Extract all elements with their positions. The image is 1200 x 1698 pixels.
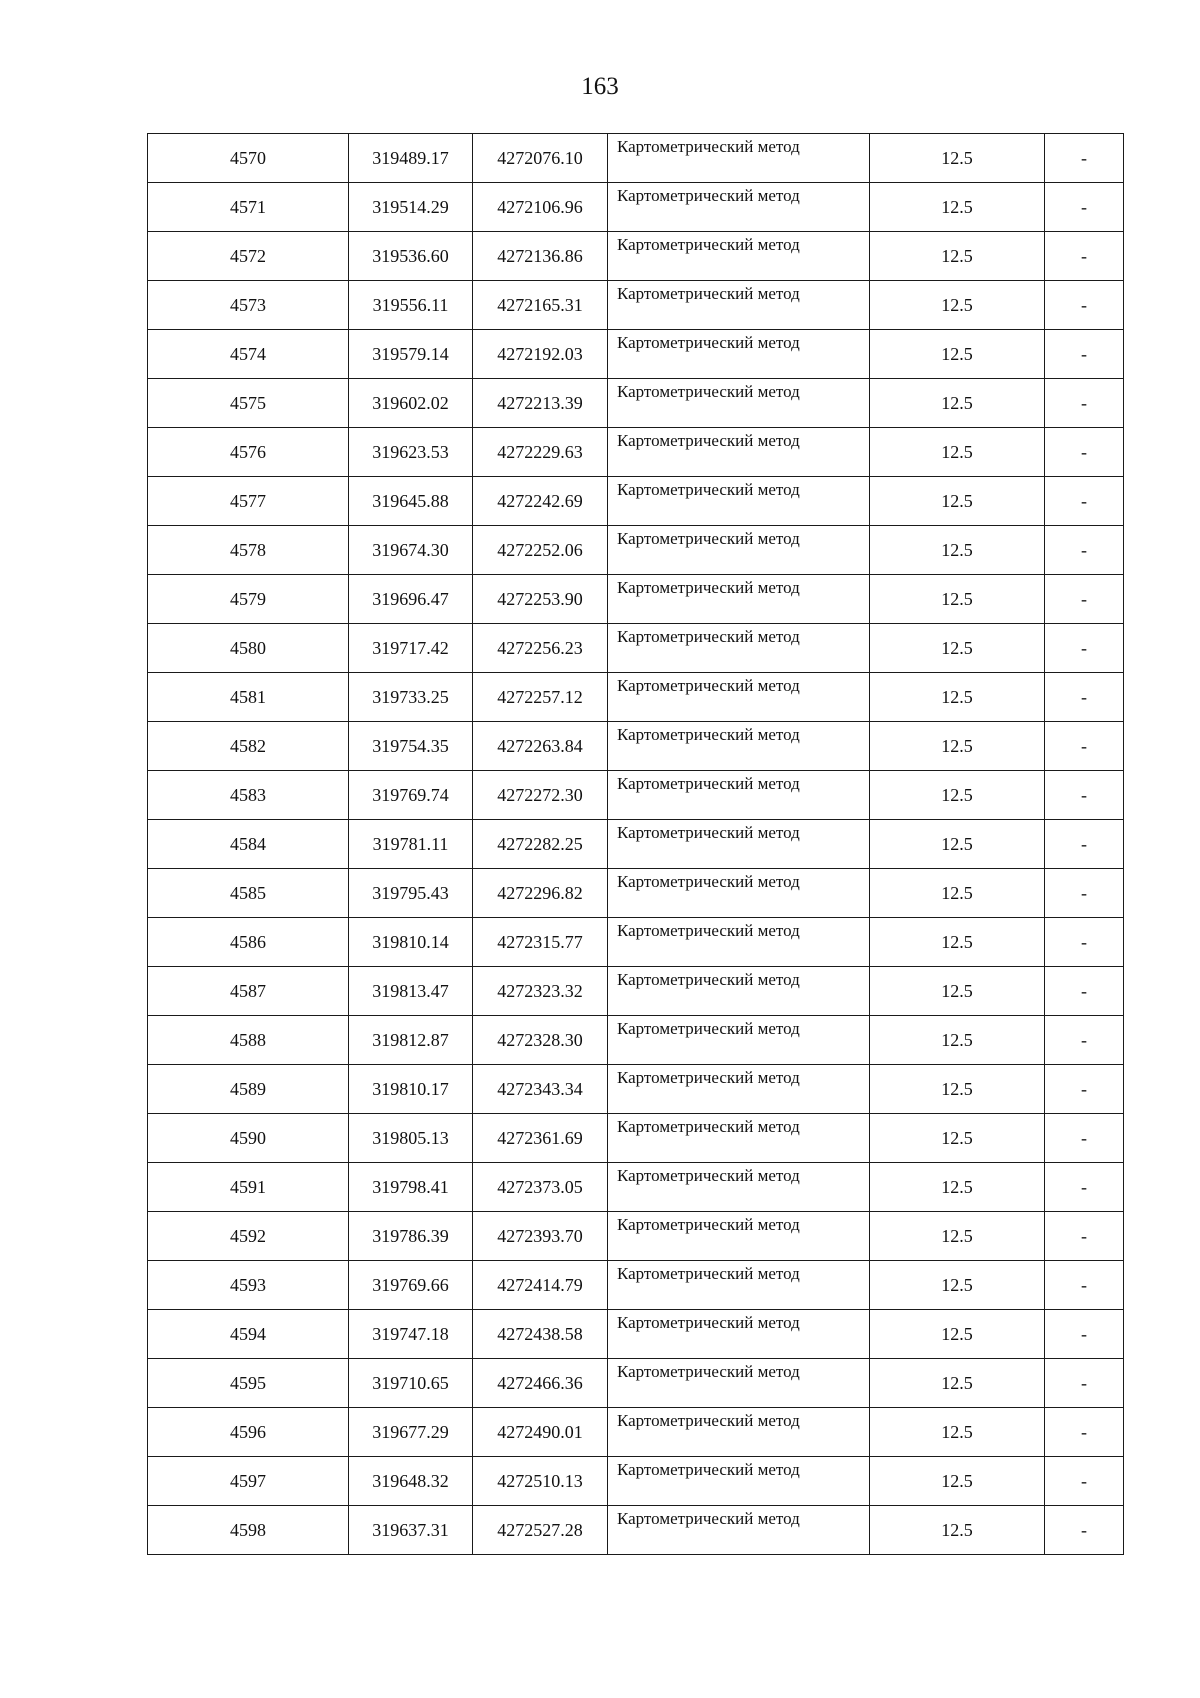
method-cell: Картометрический метод xyxy=(608,820,870,869)
table-row xyxy=(148,1457,1124,1506)
y-coordinate-cell: 4272256.23 xyxy=(473,624,608,673)
note-cell: - xyxy=(1045,624,1124,673)
note-cell: - xyxy=(1045,428,1124,477)
point-number-cell: 4591 xyxy=(148,1163,349,1212)
precision-cell: 12.5 xyxy=(870,1065,1045,1114)
method-cell: Картометрический метод xyxy=(608,918,870,967)
x-coordinate-cell: 319805.13 xyxy=(349,1114,473,1163)
y-coordinate-cell: 4272490.01 xyxy=(473,1408,608,1457)
point-number-cell: 4596 xyxy=(148,1408,349,1457)
precision-cell: 12.5 xyxy=(870,232,1045,281)
note-cell: - xyxy=(1045,526,1124,575)
table-row xyxy=(148,134,1124,183)
point-number-cell: 4581 xyxy=(148,673,349,722)
x-coordinate-cell: 319579.14 xyxy=(349,330,473,379)
y-coordinate-cell: 4272296.82 xyxy=(473,869,608,918)
y-coordinate-cell: 4272242.69 xyxy=(473,477,608,526)
x-coordinate-cell: 319602.02 xyxy=(349,379,473,428)
method-cell: Картометрический метод xyxy=(608,526,870,575)
x-coordinate-cell: 319733.25 xyxy=(349,673,473,722)
point-number-cell: 4587 xyxy=(148,967,349,1016)
method-cell: Картометрический метод xyxy=(608,673,870,722)
y-coordinate-cell: 4272373.05 xyxy=(473,1163,608,1212)
precision-cell: 12.5 xyxy=(870,1016,1045,1065)
precision-cell: 12.5 xyxy=(870,526,1045,575)
point-number-cell: 4580 xyxy=(148,624,349,673)
method-cell: Картометрический метод xyxy=(608,379,870,428)
method-cell: Картометрический метод xyxy=(608,1114,870,1163)
table-row xyxy=(148,1408,1124,1457)
y-coordinate-cell: 4272106.96 xyxy=(473,183,608,232)
table-row xyxy=(148,1261,1124,1310)
x-coordinate-cell: 319812.87 xyxy=(349,1016,473,1065)
note-cell: - xyxy=(1045,330,1124,379)
y-coordinate-cell: 4272192.03 xyxy=(473,330,608,379)
point-number-cell: 4589 xyxy=(148,1065,349,1114)
y-coordinate-cell: 4272263.84 xyxy=(473,722,608,771)
note-cell: - xyxy=(1045,1114,1124,1163)
note-cell: - xyxy=(1045,1065,1124,1114)
point-number-cell: 4572 xyxy=(148,232,349,281)
note-cell: - xyxy=(1045,1163,1124,1212)
precision-cell: 12.5 xyxy=(870,575,1045,624)
precision-cell: 12.5 xyxy=(870,967,1045,1016)
table-row xyxy=(148,771,1124,820)
point-number-cell: 4578 xyxy=(148,526,349,575)
method-cell: Картометрический метод xyxy=(608,1065,870,1114)
note-cell: - xyxy=(1045,1359,1124,1408)
method-cell: Картометрический метод xyxy=(608,428,870,477)
precision-cell: 12.5 xyxy=(870,673,1045,722)
y-coordinate-cell: 4272343.34 xyxy=(473,1065,608,1114)
point-number-cell: 4584 xyxy=(148,820,349,869)
note-cell: - xyxy=(1045,1016,1124,1065)
table-row xyxy=(148,379,1124,428)
note-cell: - xyxy=(1045,183,1124,232)
precision-cell: 12.5 xyxy=(870,918,1045,967)
x-coordinate-cell: 319536.60 xyxy=(349,232,473,281)
table-row xyxy=(148,722,1124,771)
x-coordinate-cell: 319696.47 xyxy=(349,575,473,624)
y-coordinate-cell: 4272393.70 xyxy=(473,1212,608,1261)
y-coordinate-cell: 4272466.36 xyxy=(473,1359,608,1408)
point-number-cell: 4583 xyxy=(148,771,349,820)
table-row xyxy=(148,1114,1124,1163)
precision-cell: 12.5 xyxy=(870,1506,1045,1555)
y-coordinate-cell: 4272257.12 xyxy=(473,673,608,722)
y-coordinate-cell: 4272229.63 xyxy=(473,428,608,477)
note-cell: - xyxy=(1045,1261,1124,1310)
method-cell: Картометрический метод xyxy=(608,771,870,820)
table-row xyxy=(148,428,1124,477)
point-number-cell: 4592 xyxy=(148,1212,349,1261)
note-cell: - xyxy=(1045,1212,1124,1261)
y-coordinate-cell: 4272414.79 xyxy=(473,1261,608,1310)
precision-cell: 12.5 xyxy=(870,1310,1045,1359)
method-cell: Картометрический метод xyxy=(608,1261,870,1310)
coordinates-table xyxy=(147,133,1124,1555)
table-row xyxy=(148,918,1124,967)
table-row xyxy=(148,1163,1124,1212)
table-row xyxy=(148,1310,1124,1359)
table-row xyxy=(148,673,1124,722)
note-cell: - xyxy=(1045,722,1124,771)
x-coordinate-cell: 319813.47 xyxy=(349,967,473,1016)
method-cell: Картометрический метод xyxy=(608,722,870,771)
table-row xyxy=(148,575,1124,624)
precision-cell: 12.5 xyxy=(870,1261,1045,1310)
y-coordinate-cell: 4272213.39 xyxy=(473,379,608,428)
x-coordinate-cell: 319798.41 xyxy=(349,1163,473,1212)
note-cell: - xyxy=(1045,1310,1124,1359)
point-number-cell: 4573 xyxy=(148,281,349,330)
x-coordinate-cell: 319754.35 xyxy=(349,722,473,771)
table-row xyxy=(148,183,1124,232)
x-coordinate-cell: 319556.11 xyxy=(349,281,473,330)
x-coordinate-cell: 319717.42 xyxy=(349,624,473,673)
method-cell: Картометрический метод xyxy=(608,1163,870,1212)
precision-cell: 12.5 xyxy=(870,281,1045,330)
note-cell: - xyxy=(1045,918,1124,967)
precision-cell: 12.5 xyxy=(870,330,1045,379)
point-number-cell: 4594 xyxy=(148,1310,349,1359)
point-number-cell: 4577 xyxy=(148,477,349,526)
x-coordinate-cell: 319677.29 xyxy=(349,1408,473,1457)
x-coordinate-cell: 319810.14 xyxy=(349,918,473,967)
table-row xyxy=(148,1359,1124,1408)
method-cell: Картометрический метод xyxy=(608,1212,870,1261)
note-cell: - xyxy=(1045,1506,1124,1555)
precision-cell: 12.5 xyxy=(870,477,1045,526)
method-cell: Картометрический метод xyxy=(608,330,870,379)
table-row xyxy=(148,330,1124,379)
y-coordinate-cell: 4272328.30 xyxy=(473,1016,608,1065)
table-row xyxy=(148,232,1124,281)
point-number-cell: 4582 xyxy=(148,722,349,771)
point-number-cell: 4575 xyxy=(148,379,349,428)
method-cell: Картометрический метод xyxy=(608,967,870,1016)
note-cell: - xyxy=(1045,134,1124,183)
point-number-cell: 4597 xyxy=(148,1457,349,1506)
note-cell: - xyxy=(1045,820,1124,869)
point-number-cell: 4585 xyxy=(148,869,349,918)
precision-cell: 12.5 xyxy=(870,134,1045,183)
note-cell: - xyxy=(1045,869,1124,918)
precision-cell: 12.5 xyxy=(870,428,1045,477)
precision-cell: 12.5 xyxy=(870,722,1045,771)
method-cell: Картометрический метод xyxy=(608,183,870,232)
precision-cell: 12.5 xyxy=(870,820,1045,869)
note-cell: - xyxy=(1045,575,1124,624)
point-number-cell: 4586 xyxy=(148,918,349,967)
precision-cell: 12.5 xyxy=(870,1163,1045,1212)
y-coordinate-cell: 4272527.28 xyxy=(473,1506,608,1555)
table-row xyxy=(148,624,1124,673)
x-coordinate-cell: 319747.18 xyxy=(349,1310,473,1359)
point-number-cell: 4571 xyxy=(148,183,349,232)
point-number-cell: 4593 xyxy=(148,1261,349,1310)
point-number-cell: 4598 xyxy=(148,1506,349,1555)
y-coordinate-cell: 4272076.10 xyxy=(473,134,608,183)
note-cell: - xyxy=(1045,379,1124,428)
y-coordinate-cell: 4272165.31 xyxy=(473,281,608,330)
note-cell: - xyxy=(1045,771,1124,820)
table-row xyxy=(148,477,1124,526)
table-row xyxy=(148,1506,1124,1555)
y-coordinate-cell: 4272361.69 xyxy=(473,1114,608,1163)
precision-cell: 12.5 xyxy=(870,1359,1045,1408)
precision-cell: 12.5 xyxy=(870,1408,1045,1457)
point-number-cell: 4588 xyxy=(148,1016,349,1065)
method-cell: Картометрический метод xyxy=(608,1506,870,1555)
precision-cell: 12.5 xyxy=(870,1212,1045,1261)
method-cell: Картометрический метод xyxy=(608,575,870,624)
note-cell: - xyxy=(1045,967,1124,1016)
note-cell: - xyxy=(1045,232,1124,281)
method-cell: Картометрический метод xyxy=(608,1359,870,1408)
y-coordinate-cell: 4272315.77 xyxy=(473,918,608,967)
point-number-cell: 4576 xyxy=(148,428,349,477)
y-coordinate-cell: 4272272.30 xyxy=(473,771,608,820)
coordinates-table-body xyxy=(148,134,1124,1555)
table-row xyxy=(148,869,1124,918)
note-cell: - xyxy=(1045,1408,1124,1457)
method-cell: Картометрический метод xyxy=(608,869,870,918)
point-number-cell: 4570 xyxy=(148,134,349,183)
precision-cell: 12.5 xyxy=(870,869,1045,918)
x-coordinate-cell: 319810.17 xyxy=(349,1065,473,1114)
precision-cell: 12.5 xyxy=(870,379,1045,428)
x-coordinate-cell: 319795.43 xyxy=(349,869,473,918)
x-coordinate-cell: 319769.66 xyxy=(349,1261,473,1310)
table-row xyxy=(148,1016,1124,1065)
y-coordinate-cell: 4272510.13 xyxy=(473,1457,608,1506)
table-row xyxy=(148,526,1124,575)
method-cell: Картометрический метод xyxy=(608,134,870,183)
note-cell: - xyxy=(1045,477,1124,526)
y-coordinate-cell: 4272253.90 xyxy=(473,575,608,624)
page-number: 163 xyxy=(581,73,619,100)
point-number-cell: 4590 xyxy=(148,1114,349,1163)
y-coordinate-cell: 4272252.06 xyxy=(473,526,608,575)
note-cell: - xyxy=(1045,673,1124,722)
y-coordinate-cell: 4272323.32 xyxy=(473,967,608,1016)
table-row xyxy=(148,967,1124,1016)
x-coordinate-cell: 319648.32 xyxy=(349,1457,473,1506)
x-coordinate-cell: 319489.17 xyxy=(349,134,473,183)
method-cell: Картометрический метод xyxy=(608,624,870,673)
note-cell: - xyxy=(1045,1457,1124,1506)
x-coordinate-cell: 319781.11 xyxy=(349,820,473,869)
method-cell: Картометрический метод xyxy=(608,1016,870,1065)
x-coordinate-cell: 319637.31 xyxy=(349,1506,473,1555)
x-coordinate-cell: 319645.88 xyxy=(349,477,473,526)
table-row xyxy=(148,281,1124,330)
point-number-cell: 4574 xyxy=(148,330,349,379)
x-coordinate-cell: 319769.74 xyxy=(349,771,473,820)
point-number-cell: 4579 xyxy=(148,575,349,624)
table-row xyxy=(148,1212,1124,1261)
y-coordinate-cell: 4272136.86 xyxy=(473,232,608,281)
method-cell: Картометрический метод xyxy=(608,477,870,526)
precision-cell: 12.5 xyxy=(870,771,1045,820)
precision-cell: 12.5 xyxy=(870,183,1045,232)
method-cell: Картометрический метод xyxy=(608,1310,870,1359)
x-coordinate-cell: 319674.30 xyxy=(349,526,473,575)
x-coordinate-cell: 319786.39 xyxy=(349,1212,473,1261)
method-cell: Картометрический метод xyxy=(608,232,870,281)
point-number-cell: 4595 xyxy=(148,1359,349,1408)
x-coordinate-cell: 319514.29 xyxy=(349,183,473,232)
note-cell: - xyxy=(1045,281,1124,330)
method-cell: Картометрический метод xyxy=(608,1457,870,1506)
y-coordinate-cell: 4272438.58 xyxy=(473,1310,608,1359)
method-cell: Картометрический метод xyxy=(608,281,870,330)
table-row xyxy=(148,820,1124,869)
x-coordinate-cell: 319623.53 xyxy=(349,428,473,477)
y-coordinate-cell: 4272282.25 xyxy=(473,820,608,869)
table-row xyxy=(148,1065,1124,1114)
precision-cell: 12.5 xyxy=(870,624,1045,673)
precision-cell: 12.5 xyxy=(870,1457,1045,1506)
precision-cell: 12.5 xyxy=(870,1114,1045,1163)
x-coordinate-cell: 319710.65 xyxy=(349,1359,473,1408)
method-cell: Картометрический метод xyxy=(608,1408,870,1457)
